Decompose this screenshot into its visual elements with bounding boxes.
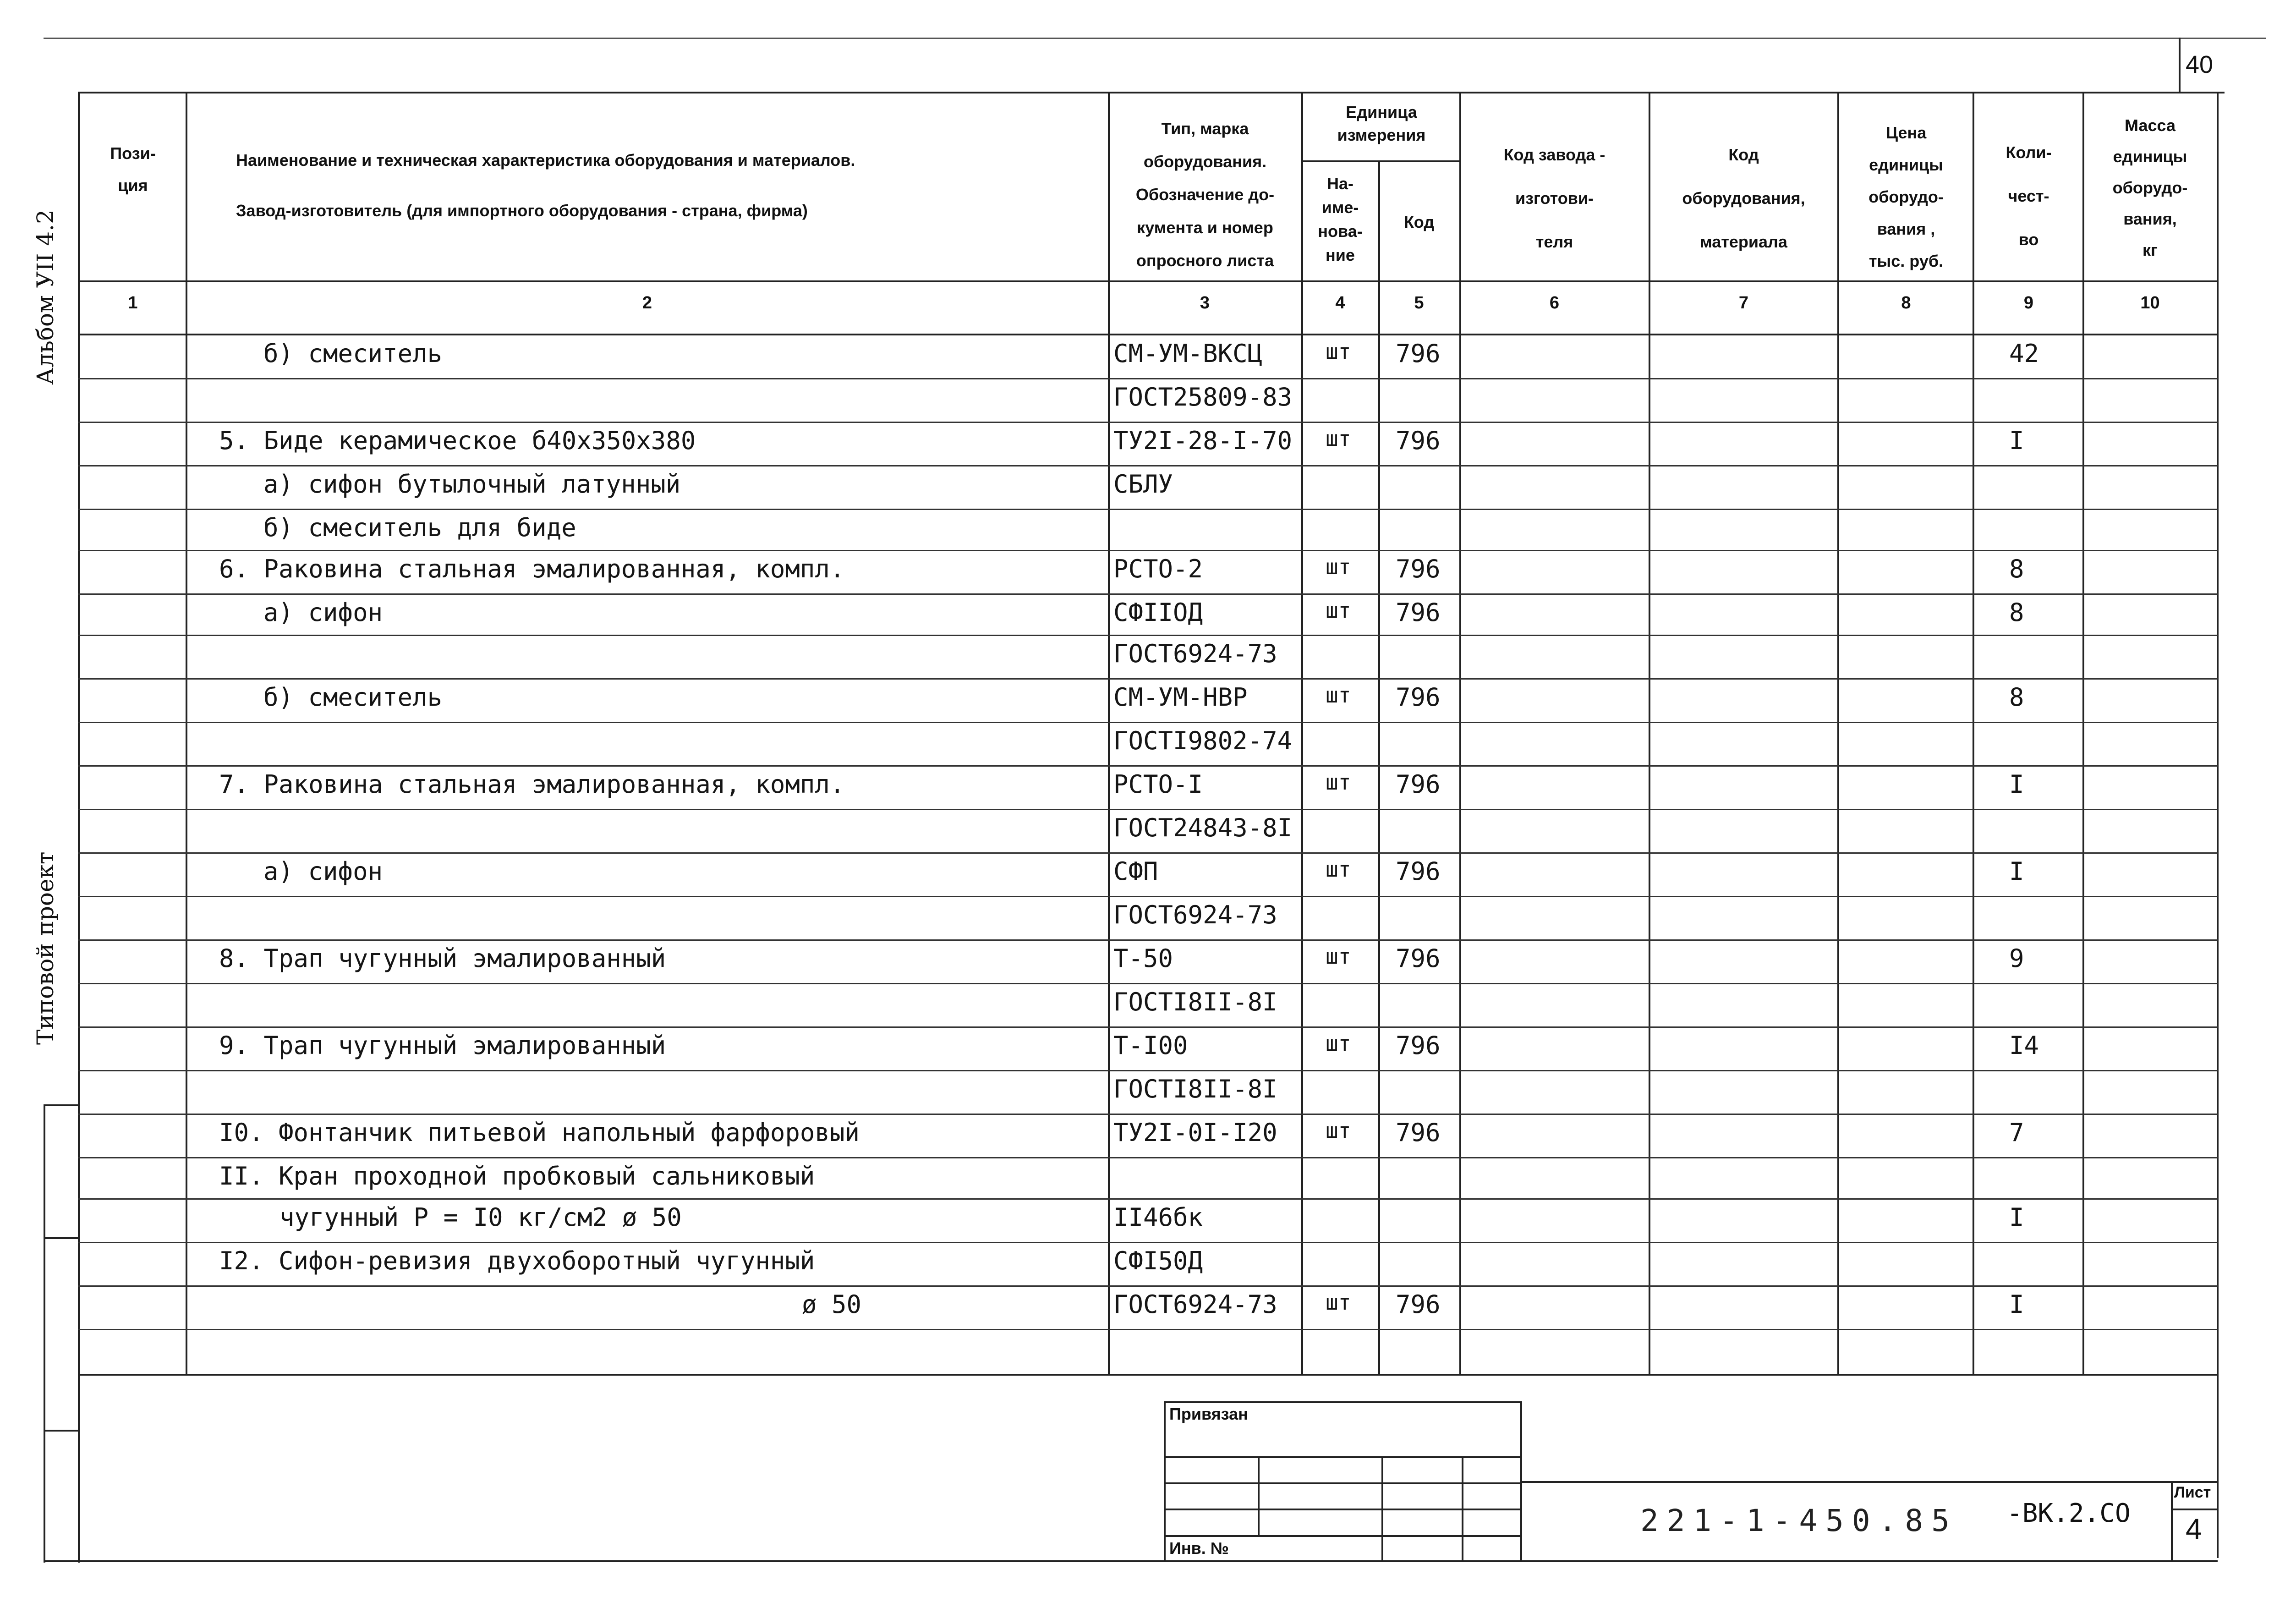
item-type: Т-I00 [1113,1031,1188,1060]
table-row [78,422,2218,465]
table-row [78,635,2218,678]
item-type: РСТО-2 [1113,554,1203,583]
table-row [78,896,2218,939]
item-code: 796 [1396,339,1441,368]
item-type: II46бк [1113,1203,1203,1232]
item-code: 796 [1396,426,1441,455]
margin-strip-line-2 [44,1237,79,1239]
side-label-album: Альбом УII 4.2 [32,209,59,385]
item-type: РСТО-I [1113,770,1203,799]
item-quantity: I4 [2009,1031,2039,1060]
item-name: 6. Раковина стальная эмалированная, компл. [219,554,845,583]
stamp-privyazan: Привязан [1169,1405,1248,1423]
item-quantity: I [2009,857,2024,886]
item-name: б) смеситель для биде [263,513,576,542]
item-unit: шт [1326,554,1351,579]
hdr-position: Пози- ция [110,144,156,195]
item-quantity: I [2009,770,2024,799]
item-unit: шт [1326,426,1351,451]
titleblock-top [1521,1481,2218,1483]
item-name: I0. Фонтанчик питьевой напольный фарфоровый [219,1118,860,1147]
table-row [78,1329,2218,1374]
sheet-box-divider [2171,1509,2218,1510]
item-unit: шт [1326,944,1351,969]
item-type: ГОСТ24843-8I [1113,813,1293,842]
sheet-box-left [2171,1481,2173,1562]
item-type: ТУ2I-28-I-70 [1113,426,1293,455]
item-quantity: I [2009,426,2024,455]
item-type: СМ-УМ-ВКСЦ [1113,339,1263,368]
colnum-4: 4 [1335,293,1345,313]
item-unit: шт [1326,1031,1351,1056]
table-row [78,465,2218,509]
item-type: ГОСТI8II-8I [1113,988,1277,1016]
sheet-bottom-border [44,1560,2218,1562]
item-code: 796 [1396,1031,1441,1060]
item-code: 796 [1396,1118,1441,1147]
table-row [78,1070,2218,1114]
colnum-3: 3 [1200,293,1210,313]
item-unit: шт [1326,1290,1351,1315]
table-row [78,765,2218,809]
document-number: 221-1-450.85 [1640,1503,1958,1538]
item-code: 796 [1396,683,1441,712]
item-name: 8. Трап чугунный эмалированный [219,944,666,973]
table-row [78,1026,2218,1070]
item-code: 796 [1396,554,1441,583]
item-code: 796 [1396,598,1441,627]
stamp-rule-4 [1164,1535,1521,1537]
margin-strip-left [44,1104,45,1563]
item-name: I2. Сифон-ревизия двухоборотный чугунный [219,1246,815,1275]
colnum-8: 8 [1901,293,1911,313]
hdr-mass: Масса единицы оборудо- вания, кг [2112,116,2188,259]
item-quantity: 8 [2009,683,2024,712]
table-row [78,378,2218,422]
item-name: 7. Раковина стальная эмалированная, компл. [219,770,845,799]
sheet-label: Лист [2174,1484,2211,1501]
table-row [78,983,2218,1026]
page-number-box-left [2179,38,2181,93]
item-name: а) сифон [263,598,383,627]
item-name: а) сифон [263,857,383,886]
item-unit: шт [1326,1118,1351,1143]
units-group-rule [1301,160,1459,162]
hdr-type: Тип, марка оборудования. Обозначение до- кумента и номер опросного листа [1135,119,1275,270]
colnum-9: 9 [2023,293,2034,313]
item-name: ø 50 [802,1290,862,1319]
top-rule [44,38,2266,39]
table-body-bottom [78,1374,2218,1376]
hdr-quantity: Коли- чест- во [2006,143,2052,249]
table-row [78,852,2218,896]
stamp-inv-no: Инв. № [1169,1539,1229,1558]
item-type: СМ-УМ-НВР [1113,683,1248,712]
document-suffix: -ВК.2.СО [2007,1498,2131,1528]
stamp-left [1164,1401,1166,1562]
table-top-border [78,92,2218,93]
page-number: 40 [2186,51,2214,78]
item-code: 796 [1396,1290,1441,1319]
item-code: 796 [1396,857,1441,886]
sheet-number: 4 [2186,1513,2202,1546]
table-row [78,593,2218,635]
colnum-6: 6 [1549,293,1560,313]
item-code: 796 [1396,770,1441,799]
table-row [78,1198,2218,1242]
stamp-top [1164,1401,1521,1403]
side-label-project: Типовой проект [32,851,59,1045]
hdr-unit-name: На- име- нова- ние [1318,174,1363,264]
item-type: СФIIОД [1113,598,1203,627]
item-type: ГОСТ25809-83 [1113,383,1293,411]
hdr-name: Наименование и техническая характеристика оборудования и материалов. Завод-изготовитель (для импортного оборудования - страна, фирма) [236,151,855,220]
item-name: 9. Трап чугунный эмалированный [219,1031,666,1060]
colnum-10: 10 [2140,293,2160,313]
table-row [78,335,2218,378]
colnum-5: 5 [1414,293,1424,313]
item-quantity: I [2009,1290,2024,1319]
item-type: ГОСТ6924-73 [1113,639,1277,668]
hdr-price: Цена единицы оборудо- вания , тыс. руб. [1869,123,1944,270]
item-quantity: 8 [2009,598,2024,627]
table-row [78,550,2218,593]
item-type: ГОСТ6924-73 [1113,900,1277,929]
colnum-2: 2 [642,293,652,313]
margin-strip-right [78,1375,80,1563]
hdr-units-group: Единица измерения [1337,103,1426,144]
hdr-equipment-code: Код оборудования, материала [1682,145,1805,251]
item-quantity: I [2009,1203,2024,1232]
item-type: ГОСТI8II-8I [1113,1075,1277,1103]
stamp-col-2 [1381,1456,1383,1562]
item-unit: шт [1326,683,1351,708]
margin-strip-line-1 [44,1104,79,1106]
hdr-unit-code: Код [1403,213,1435,231]
stamp-rule-1 [1164,1456,1521,1458]
margin-strip-line-3 [44,1430,79,1432]
stamp-rule-2 [1164,1482,1521,1484]
item-unit: шт [1326,857,1351,882]
item-type: СФI50Д [1113,1246,1203,1275]
stamp-col-1 [1258,1456,1260,1535]
table-row [78,809,2218,852]
item-quantity: 9 [2009,944,2024,973]
item-quantity: 42 [2009,339,2039,368]
table-row [78,939,2218,983]
item-name: а) сифон бутылочный латунный [263,470,681,499]
hdr-factory-code: Код завода - изготови- теля [1503,145,1605,251]
item-name: б) смеситель [263,683,443,712]
table-row [78,1114,2218,1157]
item-type: ГОСТI9802-74 [1113,726,1293,755]
colnum-7: 7 [1738,293,1749,313]
table-row [78,509,2218,550]
item-type: Т-50 [1113,944,1173,973]
table-row [78,722,2218,765]
item-type: ГОСТ6924-73 [1113,1290,1277,1319]
item-unit: шт [1326,770,1351,795]
table-row [78,1157,2218,1198]
item-unit: шт [1326,339,1351,364]
item-name: б) смеситель [263,339,443,368]
stamp-col-3 [1462,1456,1463,1562]
header-bottom-rule [78,280,2218,282]
item-type: ТУ2I-0I-I20 [1113,1118,1277,1147]
item-unit: шт [1326,598,1351,623]
item-quantity: 8 [2009,554,2024,583]
item-name: II. Кран проходной пробковый сальниковый [219,1162,815,1191]
item-name: 5. Биде керамическое б40х350х380 [219,426,696,455]
stamp-rule-3 [1164,1509,1521,1510]
table-row [78,678,2218,722]
colnum-1: 1 [128,293,138,313]
table-row [78,1285,2218,1329]
item-type: СБЛУ [1113,470,1173,499]
item-code: 796 [1396,944,1441,973]
item-type: СФП [1113,857,1158,886]
item-quantity: 7 [2009,1118,2024,1147]
table-row [78,1242,2218,1285]
item-name: чугунный Р = I0 кг/см2 ø 50 [279,1203,682,1232]
